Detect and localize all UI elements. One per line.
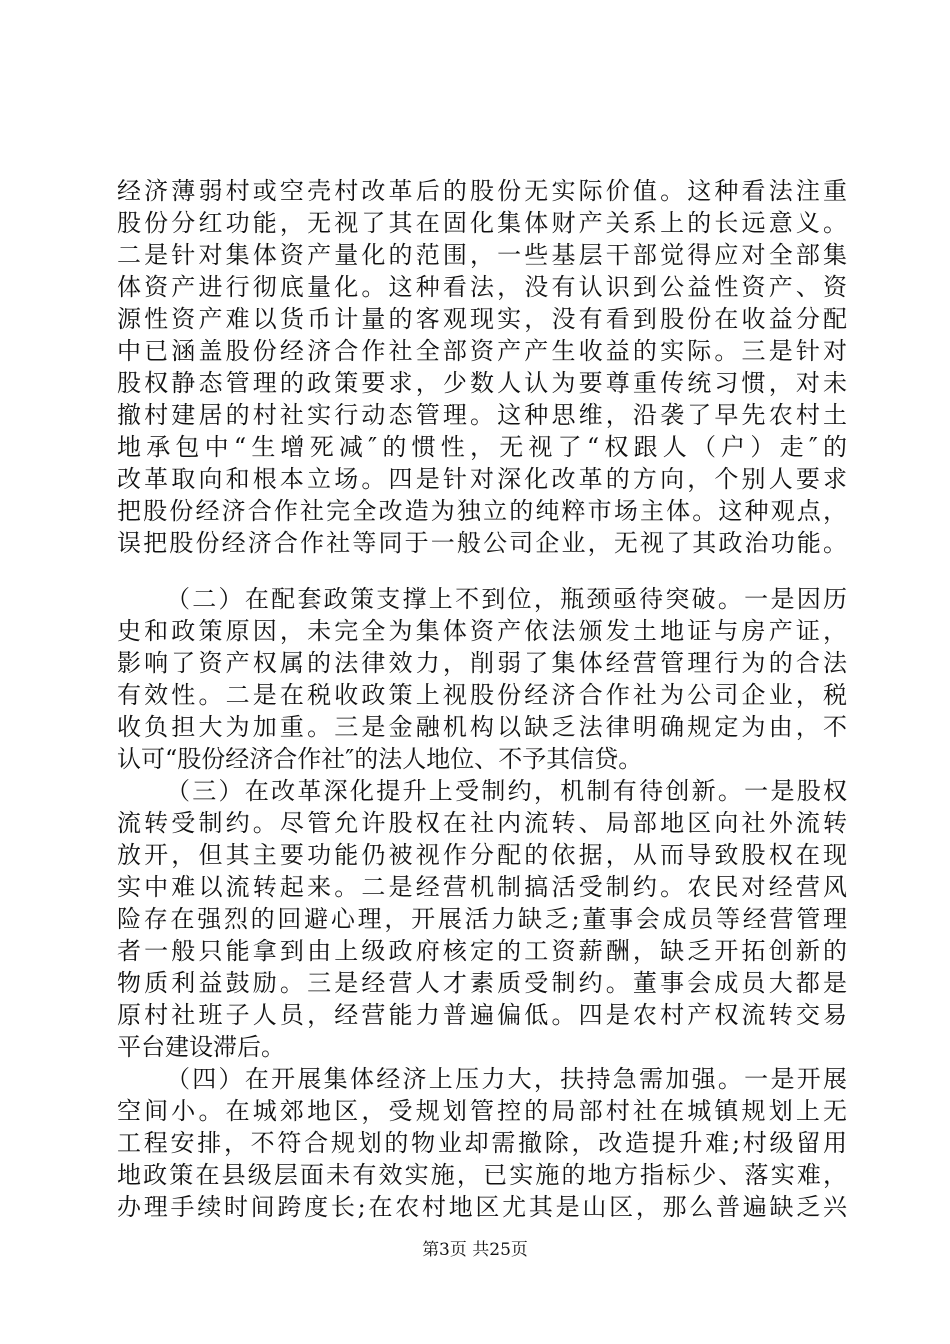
text-line: 经济薄弱村或空壳村改革后的股份无实际价值。这种看法注重 [117, 177, 847, 205]
text-line: 股权静态管理的政策要求，少数人认为要尊重传统习惯，对未 [117, 369, 847, 397]
text-line: 工程安排，不符合规划的物业却需撤除，改造提升难;村级留用 [117, 1129, 847, 1157]
text-line: 股份分红功能，无视了其在固化集体财产关系上的长远意义。 [117, 209, 847, 237]
text-line: 地承包中“生增死减″的惯性，无视了“权跟人（户）走″的 [117, 433, 847, 461]
text-line: 有效性。二是在税收政策上视股份经济合作社为公司企业，税 [117, 681, 847, 709]
text-line: 中已涵盖股份经济合作社全部资产产生收益的实际。三是针对 [117, 337, 847, 365]
text-line: 误把股份经济合作社等同于一般公司企业，无视了其政治功能。 [117, 529, 847, 557]
text-line: 撤村建居的村社实行动态管理。这种思维，沿袭了早先农村土 [117, 401, 847, 429]
text-line: 认可“股份经济合作社″的法人地位、不予其信贷。 [117, 745, 643, 773]
text-line: 放开，但其主要功能仍被视作分配的依据，从而导致股权在现 [117, 841, 847, 869]
text-line: 物质利益鼓励。三是经营人才素质受制约。董事会成员大都是 [117, 969, 847, 997]
text-line: 改革取向和根本立场。四是针对深化改革的方向，个别人要求 [117, 465, 847, 493]
text-line: 实中难以流转起来。二是经营机制搞活受制约。农民对经营风 [117, 873, 847, 901]
text-line: 险存在强烈的回避心理，开展活力缺乏;董事会成员等经营管理 [117, 905, 847, 933]
text-line: 空间小。在城郊地区，受规划管控的局部村社在城镇规划上无 [117, 1097, 847, 1125]
text-line: 把股份经济合作社完全改造为独立的纯粹市场主体。这种观点， [117, 497, 847, 525]
text-line: 平台建设滞后。 [117, 1033, 285, 1061]
text-line: 体资产进行彻底量化。这种看法，没有认识到公益性资产、资 [117, 273, 847, 301]
text-line: （四）在开展集体经济上压力大，扶持急需加强。一是开展 [166, 1065, 847, 1093]
text-line: 二是针对集体资产量化的范围，一些基层干部觉得应对全部集 [117, 241, 847, 269]
text-line: 史和政策原因，未完全为集体资产依法颁发土地证与房产证， [117, 617, 847, 645]
text-line: （三）在改革深化提升上受制约，机制有待创新。一是股权 [166, 777, 847, 805]
text-line: 地政策在县级层面未有效实施，已实施的地方指标少、落实难， [117, 1161, 847, 1189]
text-line: （二）在配套政策支撑上不到位，瓶颈亟待突破。一是因历 [166, 585, 847, 613]
text-line: 者一般只能拿到由上级政府核定的工资薪酬，缺乏开拓创新的 [117, 937, 847, 965]
page-number: 第3页 共25页 [422, 1240, 528, 1260]
text-line: 收负担大为加重。三是金融机构以缺乏法律明确规定为由，不 [117, 713, 847, 741]
text-line: 影响了资产权属的法律效力，削弱了集体经营管理行为的合法 [117, 649, 847, 677]
text-line: 原村社班子人员，经营能力普遍偏低。四是农村产权流转交易 [117, 1001, 847, 1029]
text-line: 办理手续时间跨度长;在农村地区尤其是山区，那么普遍缺乏兴 [117, 1193, 847, 1221]
text-line: 源性资产难以货币计量的客观现实，没有看到股份在收益分配 [117, 305, 847, 333]
text-line: 流转受制约。尽管允许股权在社内流转、局部地区向社外流转 [117, 809, 847, 837]
